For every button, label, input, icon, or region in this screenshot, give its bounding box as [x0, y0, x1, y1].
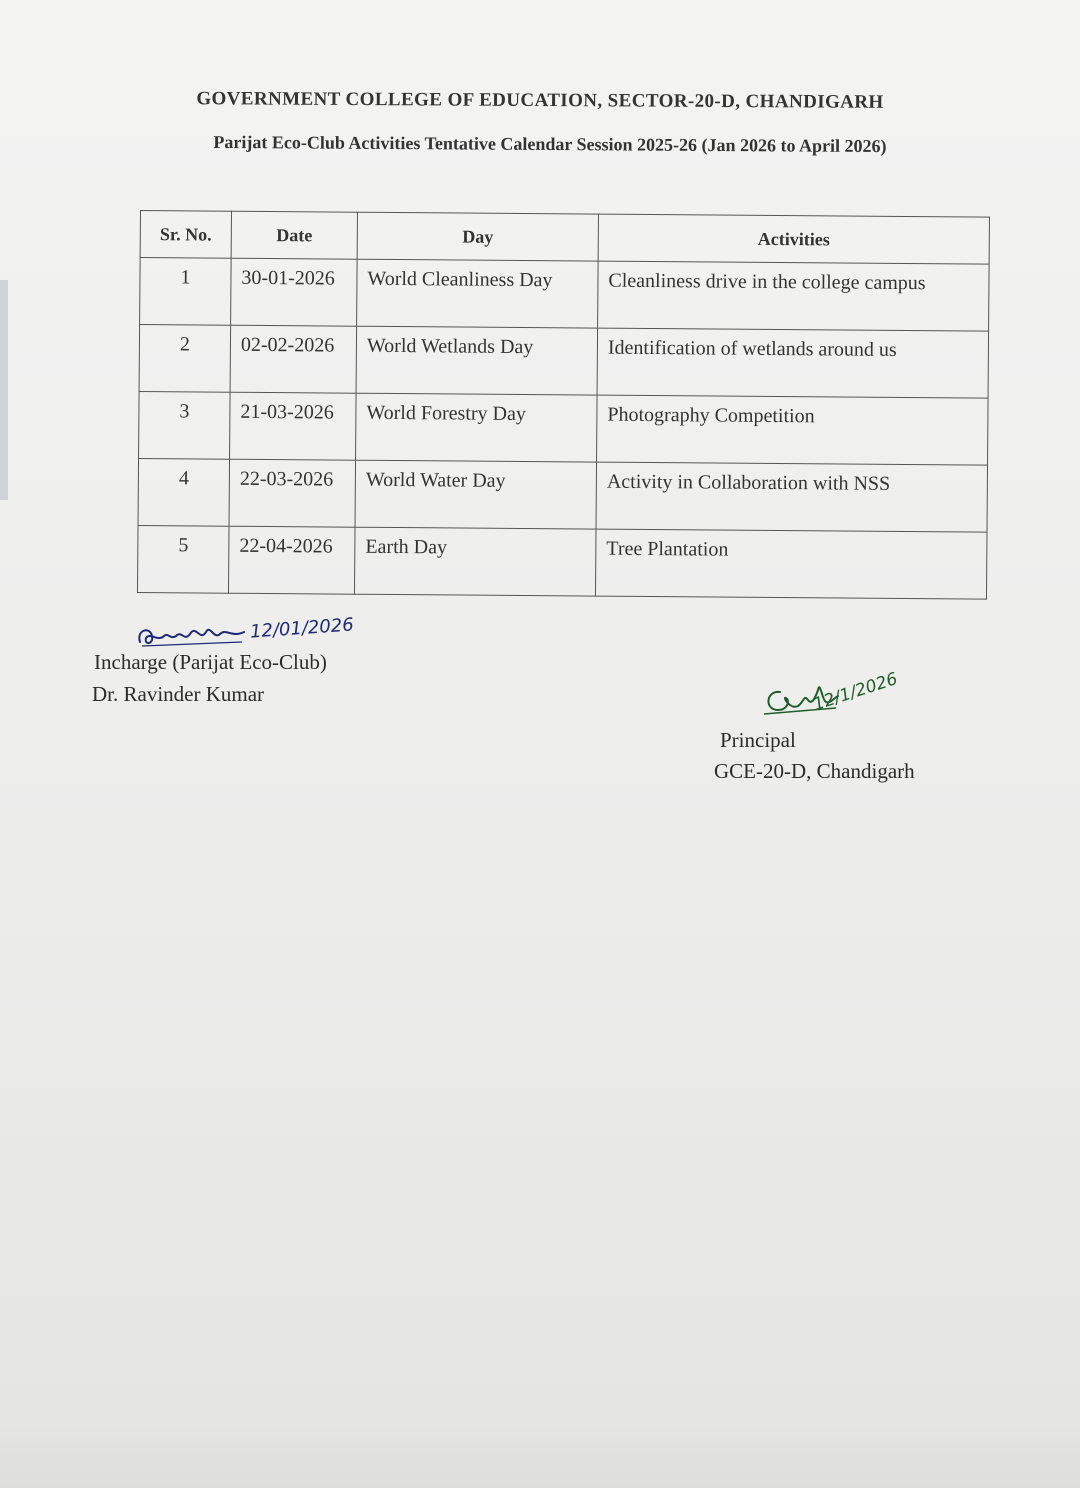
cell-sr-no: 1 — [140, 258, 232, 326]
cell-day: World Cleanliness Day — [357, 259, 599, 328]
cell-sr-no: 5 — [137, 525, 229, 593]
principal-role: Principal — [720, 728, 796, 752]
column-header-date: Date — [231, 211, 357, 259]
column-header-sr-no: Sr. No. — [140, 211, 231, 259]
table-row — [139, 391, 989, 465]
column-header-day: Day — [357, 212, 598, 261]
cell-date: 22-03-2026 — [229, 459, 356, 527]
cell-activity: Activity in Collaboration with NSS — [596, 462, 988, 532]
cell-day: World Forestry Day — [356, 393, 598, 462]
incharge-signature — [92, 612, 252, 652]
principal-signature-date: 12/1/2026 — [811, 669, 901, 715]
principal-organization: GCE-20-D, Chandigarh — [714, 759, 915, 783]
cell-date: 21-03-2026 — [230, 392, 357, 460]
incharge-signature-date: 12/01/2026 — [249, 614, 355, 643]
column-header-activities: Activities — [598, 214, 989, 264]
table-header-row — [140, 211, 989, 265]
table-row — [140, 258, 990, 332]
cell-day: World Water Day — [355, 460, 597, 529]
cell-activity: Photography Competition — [597, 395, 989, 465]
cell-activity: Identification of wetlands around us — [597, 328, 989, 398]
bottom-shadow — [0, 1428, 1080, 1488]
table-row — [139, 325, 989, 399]
cell-sr-no: 2 — [139, 325, 231, 393]
cell-date: 30-01-2026 — [231, 258, 358, 326]
calendar-subtitle: Parijat Eco-Club Activities Tentative Calendar Session 2025-26 (Jan 2026 to April 2026) — [213, 131, 887, 157]
table-row — [138, 458, 988, 532]
cell-date: 22-04-2026 — [228, 526, 355, 594]
cell-day: Earth Day — [354, 527, 596, 596]
incharge-role: Incharge (Parijat Eco-Club) — [94, 650, 327, 674]
cell-day: World Wetlands Day — [356, 326, 598, 395]
cell-activity: Cleanliness drive in the college campus — [598, 261, 990, 331]
cell-sr-no: 3 — [139, 391, 231, 459]
incharge-name: Dr. Ravinder Kumar — [92, 682, 265, 706]
cell-sr-no: 4 — [138, 458, 230, 526]
table-row — [137, 525, 987, 599]
cell-date: 02-02-2026 — [230, 325, 357, 393]
page-edge-strip — [0, 280, 8, 500]
institution-title: GOVERNMENT COLLEGE OF EDUCATION, SECTOR-20-D, CHANDIGARH — [196, 88, 884, 113]
cell-activity: Tree Plantation — [595, 529, 987, 599]
activities-table — [137, 210, 990, 600]
